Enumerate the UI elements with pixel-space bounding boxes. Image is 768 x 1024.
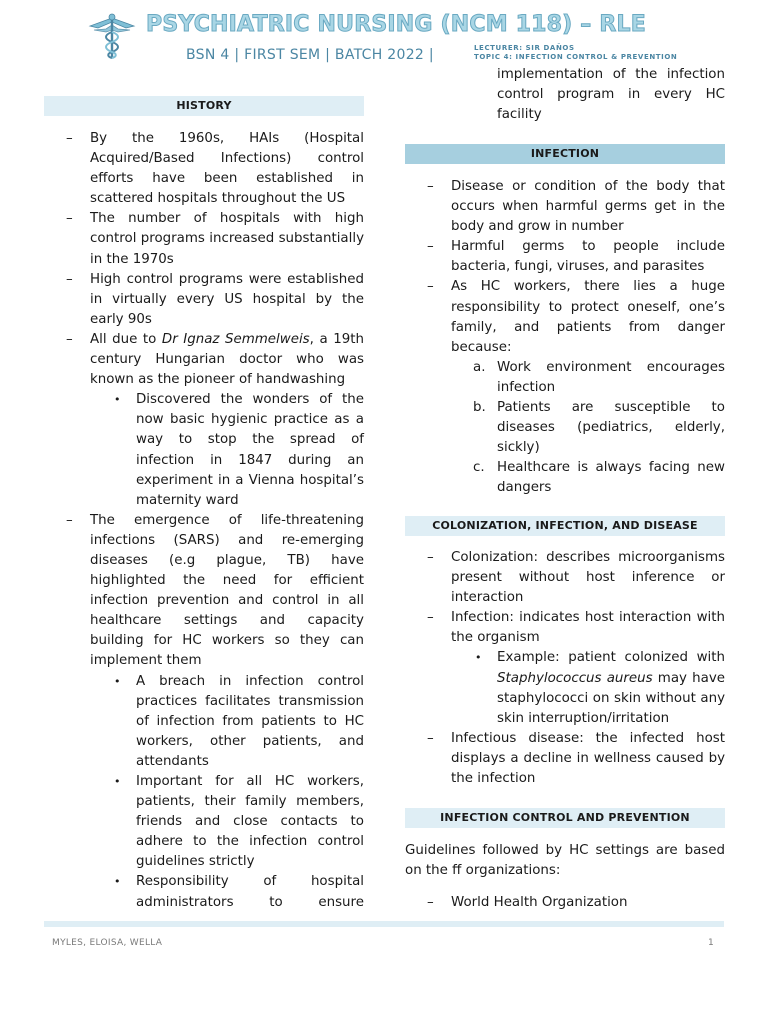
- infection-list: [405, 177, 725, 499]
- list-item: – Infection: indicates host interaction with the organism: [427, 610, 725, 646]
- sub-list-item: • Responsibility of hospital administrators to ensure: [114, 874, 364, 910]
- section-heading-colonization: COLONIZATION, INFECTION, AND DISEASE: [405, 516, 725, 536]
- document-title: PSYCHIATRIC NURSING (NCM 118) – RLE: [146, 12, 646, 37]
- lecturer-label: LECTURER: SIR DAÑOS: [474, 44, 575, 52]
- list-item: – Colonization: describes microorganisms present without host inference or interaction: [427, 550, 725, 606]
- section-heading-control: INFECTION CONTROL AND PREVENTION: [405, 808, 725, 828]
- section-heading-infection: INFECTION: [405, 144, 725, 164]
- list-item: – By the 1960s, HAIs (Hospital Acquired/Based Infections) control efforts have been established in scattered hospitals throughout the US: [66, 131, 364, 207]
- control-content: [405, 841, 725, 913]
- footer-authors: MYLES, ELOISA, WELLA: [52, 938, 163, 948]
- sub-list-item: • Discovered the wonders of the now basic hygienic practice as a way to stop the spread of infection in 1847 during an experiment in a Vienna hospital’s maternity ward: [114, 392, 364, 508]
- caduceus-icon: [88, 12, 136, 60]
- list-item-semmelweis: – All due to Dr Ignaz Semmelweis, a 19th century Hungarian doctor who was known as the pioneer of handwashing: [66, 331, 364, 388]
- sub-list-item: c. Healthcare is always facing new dangers: [473, 460, 725, 496]
- footer-divider: [44, 921, 724, 927]
- sub-list-item: • A breach in infection control practices facilitates transmission of infection from patients to HC workers, other patients, and attendants: [114, 673, 364, 769]
- topic-label: TOPIC 4: INFECTION CONTROL & PREVENTION: [474, 53, 678, 61]
- list-item: – As HC workers, there lies a huge responsibility to protect oneself, one’s family, and patients from danger because:: [427, 279, 725, 355]
- list-item: – Disease or condition of the body that occurs when harmful germs get in the body and grow in number: [427, 179, 725, 235]
- list-item: – The number of hospitals with high control programs increased substantially in the 1970s: [66, 211, 364, 267]
- sub-list-item: • Example: patient colonized with Staphylococcus aureus may have staphylococci on skin without any skin interruption/irritation: [475, 650, 725, 726]
- course-subtitle: BSN 4 | FIRST SEM | BATCH 2022 |: [186, 47, 434, 63]
- control-intro: Guidelines followed by HC settings are based on the ff organizations:: [405, 843, 725, 879]
- colonization-list: [405, 548, 725, 789]
- sub-list-item: b. Patients are susceptible to diseases (pediatrics, elderly, sickly): [473, 400, 725, 456]
- list-item: – High control programs were established in virtually every US hospital by the early 90s: [66, 271, 364, 327]
- page-number: 1: [708, 938, 714, 948]
- section-heading-history: HISTORY: [44, 96, 364, 116]
- list-item: – Harmful germs to people include bacteria, fungi, viruses, and parasites: [427, 239, 725, 275]
- history-list: [44, 129, 364, 913]
- continued-item: implementation of the infection control program in every HC facility: [497, 67, 725, 123]
- sub-list-item: a. Work environment encourages infection: [473, 359, 725, 395]
- page-header: [0, 0, 768, 70]
- list-item-emergence: – The emergence of life-threatening infections (SARS) and re-emerging diseases (e.g plague, TB) have highlighted the need for efficient infection prevention and control in all healthcare settings and capacity building for HC workers so they can implement them: [66, 512, 364, 669]
- list-item: – World Health Organization: [427, 895, 628, 911]
- sub-list-item: • Important for all HC workers, patients, their family members, friends and close contacts to adhere to the infection control guidelines strictly: [114, 774, 364, 870]
- list-item: – Infectious disease: the infected host displays a decline in wellness caused by the infection: [427, 730, 725, 787]
- continued-text: [405, 65, 725, 125]
